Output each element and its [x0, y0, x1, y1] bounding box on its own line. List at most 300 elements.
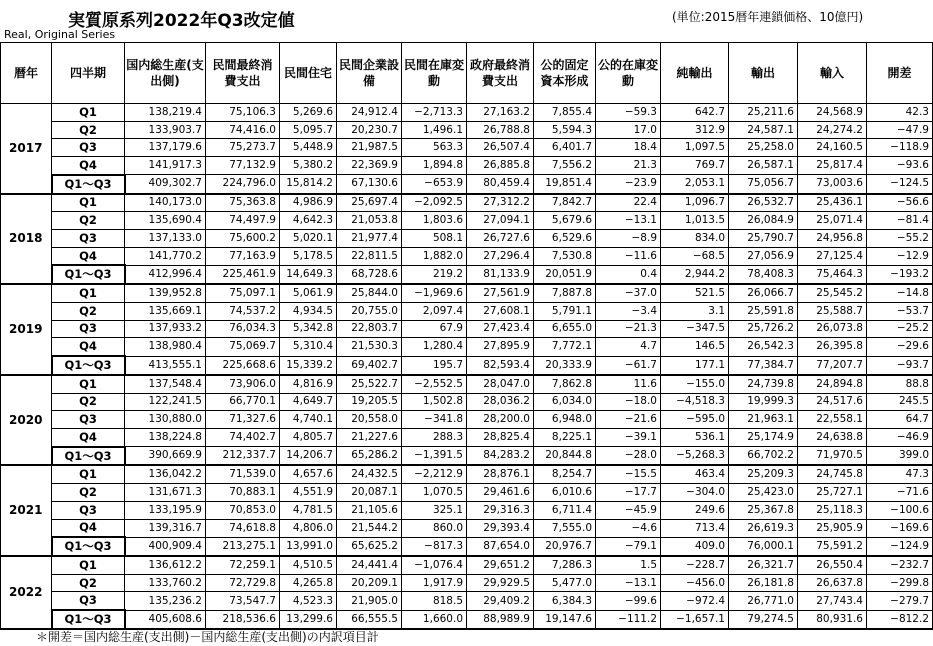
value-cell: 22,811.5	[337, 247, 402, 265]
value-cell: −5,268.3	[661, 447, 729, 466]
value-cell: 24,587.1	[729, 121, 798, 139]
value-cell: 4,265.8	[280, 574, 337, 592]
value-cell: 138,980.4	[125, 338, 206, 356]
value-cell: 245.5	[867, 393, 933, 411]
value-cell: 0.4	[596, 265, 661, 284]
value-cell: 1,502.8	[402, 393, 467, 411]
value-cell: 29,929.5	[467, 574, 534, 592]
value-cell: 27,296.4	[467, 247, 534, 265]
value-cell: 77,384.7	[729, 356, 798, 375]
table-row	[1, 302, 933, 320]
value-cell: 72,259.1	[206, 556, 280, 574]
value-cell: 74,537.2	[206, 302, 280, 320]
table-row	[1, 519, 933, 537]
value-cell: 47.3	[867, 465, 933, 483]
value-cell: −59.3	[596, 104, 661, 122]
value-cell: 26,619.3	[729, 519, 798, 537]
table-row	[1, 574, 933, 592]
value-cell: 4,510.5	[280, 556, 337, 574]
value-cell: 27,608.1	[467, 302, 534, 320]
value-cell: 64.7	[867, 411, 933, 429]
value-cell: 74,618.8	[206, 519, 280, 537]
quarter-cell: Q3	[52, 230, 125, 248]
value-cell: 75,464.3	[798, 265, 867, 284]
value-cell: 19,999.3	[729, 393, 798, 411]
value-cell: 27,125.4	[798, 247, 867, 265]
value-cell: 122,241.5	[125, 393, 206, 411]
value-cell: 79,274.5	[729, 610, 798, 629]
table-row	[1, 212, 933, 230]
value-cell: 146.5	[661, 338, 729, 356]
value-cell: 5,061.9	[280, 284, 337, 302]
value-cell: −341.8	[402, 411, 467, 429]
value-cell: 27,895.9	[467, 338, 534, 356]
value-cell: 18.4	[596, 139, 661, 157]
value-cell: 325.1	[402, 501, 467, 519]
value-cell: 26,395.8	[798, 338, 867, 356]
value-cell: 24,739.8	[729, 375, 798, 393]
value-cell: 24,517.6	[798, 393, 867, 411]
value-cell: 22,558.1	[798, 411, 867, 429]
table-row-total	[1, 610, 933, 629]
table-row	[1, 157, 933, 175]
value-cell: −169.6	[867, 519, 933, 537]
table-row-total	[1, 356, 933, 375]
value-cell: 25,588.7	[798, 302, 867, 320]
value-cell: −1,391.5	[402, 447, 467, 466]
value-cell: 249.6	[661, 501, 729, 519]
value-cell: 312.9	[661, 121, 729, 139]
value-cell: 20,558.0	[337, 411, 402, 429]
value-cell: −23.9	[596, 175, 661, 194]
value-cell: 133,903.7	[125, 121, 206, 139]
value-cell: −81.4	[867, 212, 933, 230]
value-cell: 22.4	[596, 194, 661, 212]
value-cell: 130,880.0	[125, 411, 206, 429]
value-cell: 73,003.6	[798, 175, 867, 194]
value-cell: 25,211.6	[729, 104, 798, 122]
quarter-cell: Q1	[52, 284, 125, 302]
value-cell: 13,299.6	[280, 610, 337, 629]
column-header: 民間最終消費支出	[206, 43, 280, 104]
column-header: 国内総生産(支出側)	[125, 43, 206, 104]
value-cell: 72,729.8	[206, 574, 280, 592]
value-cell: 26,532.7	[729, 194, 798, 212]
year-cell: 2022	[1, 556, 52, 629]
quarter-cell: Q2	[52, 484, 125, 502]
value-cell: 68,728.6	[337, 265, 402, 284]
value-cell: 28,047.0	[467, 375, 534, 393]
value-cell: 77,163.9	[206, 247, 280, 265]
value-cell: 5,178.5	[280, 247, 337, 265]
column-header: 純輸出	[661, 43, 729, 104]
value-cell: 20,976.7	[534, 537, 596, 556]
value-cell: 27,312.2	[467, 194, 534, 212]
value-cell: 135,690.4	[125, 212, 206, 230]
value-cell: 70,883.1	[206, 484, 280, 502]
value-cell: −304.0	[661, 484, 729, 502]
value-cell: 26,073.8	[798, 320, 867, 338]
value-cell: −68.5	[661, 247, 729, 265]
value-cell: 219.2	[402, 265, 467, 284]
table-row	[1, 247, 933, 265]
value-cell: 28,825.4	[467, 428, 534, 446]
value-cell: 26,507.4	[467, 139, 534, 157]
value-cell: 4,806.0	[280, 519, 337, 537]
value-cell: 409.0	[661, 537, 729, 556]
value-cell: −3.4	[596, 302, 661, 320]
value-cell: −79.1	[596, 537, 661, 556]
value-cell: −99.6	[596, 592, 661, 610]
quarter-cell: Q3	[52, 320, 125, 338]
value-cell: 4,934.5	[280, 302, 337, 320]
value-cell: 1,013.5	[661, 212, 729, 230]
table-row	[1, 230, 933, 248]
value-cell: 26,637.8	[798, 574, 867, 592]
table-body	[1, 104, 933, 629]
value-cell: 75,097.1	[206, 284, 280, 302]
value-cell: 6,711.4	[534, 501, 596, 519]
value-cell: 7,530.8	[534, 247, 596, 265]
value-cell: 25,905.9	[798, 519, 867, 537]
value-cell: 26,321.7	[729, 556, 798, 574]
value-cell: 17.0	[596, 121, 661, 139]
value-cell: 24,745.8	[798, 465, 867, 483]
quarter-cell: Q3	[52, 411, 125, 429]
value-cell: 20,755.0	[337, 302, 402, 320]
value-cell: −653.9	[402, 175, 467, 194]
value-cell: 29,651.2	[467, 556, 534, 574]
value-cell: −17.7	[596, 484, 661, 502]
value-cell: 19,205.5	[337, 393, 402, 411]
quarter-cell: Q1	[52, 194, 125, 212]
value-cell: 78,408.3	[729, 265, 798, 284]
quarter-cell: Q1	[52, 104, 125, 122]
value-cell: −2,552.5	[402, 375, 467, 393]
value-cell: 66,702.2	[729, 447, 798, 466]
value-cell: 21,977.4	[337, 230, 402, 248]
value-cell: 25,591.8	[729, 302, 798, 320]
value-cell: 5,342.8	[280, 320, 337, 338]
value-cell: −53.7	[867, 302, 933, 320]
value-cell: 4,649.7	[280, 393, 337, 411]
value-cell: 25,817.4	[798, 157, 867, 175]
column-header: 民間在庫変動	[402, 43, 467, 104]
value-cell: 15,814.2	[280, 175, 337, 194]
value-cell: 80,459.4	[467, 175, 534, 194]
table-row-total	[1, 447, 933, 466]
value-cell: 20,333.9	[534, 356, 596, 375]
value-cell: −279.7	[867, 592, 933, 610]
table-row	[1, 104, 933, 122]
value-cell: 19,147.6	[534, 610, 596, 629]
value-cell: 7,286.3	[534, 556, 596, 574]
value-cell: 139,952.8	[125, 284, 206, 302]
value-cell: 21,530.3	[337, 338, 402, 356]
value-cell: 225,668.6	[206, 356, 280, 375]
header-row	[1, 43, 933, 104]
value-cell: 390,669.9	[125, 447, 206, 466]
value-cell: 28,876.1	[467, 465, 534, 483]
value-cell: 67,130.6	[337, 175, 402, 194]
value-cell: 76,034.3	[206, 320, 280, 338]
quarter-cell: Q1～Q3	[52, 265, 125, 284]
value-cell: −56.6	[867, 194, 933, 212]
value-cell: 7,855.4	[534, 104, 596, 122]
value-cell: −93.6	[867, 157, 933, 175]
value-cell: 27,743.4	[798, 592, 867, 610]
quarter-cell: Q4	[52, 157, 125, 175]
year-cell: 2020	[1, 375, 52, 466]
value-cell: −25.2	[867, 320, 933, 338]
table-row	[1, 375, 933, 393]
value-cell: −8.9	[596, 230, 661, 248]
value-cell: −100.6	[867, 501, 933, 519]
value-cell: −2,212.9	[402, 465, 467, 483]
value-cell: 4,642.3	[280, 212, 337, 230]
year-cell: 2019	[1, 284, 52, 375]
value-cell: −12.9	[867, 247, 933, 265]
value-cell: −13.1	[596, 574, 661, 592]
value-cell: 75,273.7	[206, 139, 280, 157]
value-cell: 24,441.4	[337, 556, 402, 574]
value-cell: 6,948.0	[534, 411, 596, 429]
value-cell: 25,697.4	[337, 194, 402, 212]
value-cell: 66,770.1	[206, 393, 280, 411]
value-cell: 1,070.5	[402, 484, 467, 502]
value-cell: 77,207.7	[798, 356, 867, 375]
value-cell: 563.3	[402, 139, 467, 157]
value-cell: 21,905.0	[337, 592, 402, 610]
value-cell: 860.0	[402, 519, 467, 537]
value-cell: 25,436.1	[798, 194, 867, 212]
value-cell: 141,770.2	[125, 247, 206, 265]
value-cell: 135,236.2	[125, 592, 206, 610]
value-cell: 5,310.4	[280, 338, 337, 356]
value-cell: 26,066.7	[729, 284, 798, 302]
value-cell: 27,561.9	[467, 284, 534, 302]
value-cell: 536.1	[661, 428, 729, 446]
quarter-cell: Q1～Q3	[52, 447, 125, 466]
value-cell: 521.5	[661, 284, 729, 302]
value-cell: 218,536.6	[206, 610, 280, 629]
value-cell: 75,600.2	[206, 230, 280, 248]
quarter-cell: Q4	[52, 338, 125, 356]
value-cell: 24,568.9	[798, 104, 867, 122]
value-cell: −47.9	[867, 121, 933, 139]
value-cell: 2,097.4	[402, 302, 467, 320]
value-cell: −1,657.1	[661, 610, 729, 629]
quarter-cell: Q2	[52, 574, 125, 592]
value-cell: 20,087.1	[337, 484, 402, 502]
value-cell: 131,671.3	[125, 484, 206, 502]
value-cell: −4.6	[596, 519, 661, 537]
value-cell: 26,550.4	[798, 556, 867, 574]
value-cell: −347.5	[661, 320, 729, 338]
value-cell: 1.5	[596, 556, 661, 574]
value-cell: 26,727.6	[467, 230, 534, 248]
value-cell: −37.0	[596, 284, 661, 302]
value-cell: 4,816.9	[280, 375, 337, 393]
value-cell: 5,448.9	[280, 139, 337, 157]
value-cell: 140,173.0	[125, 194, 206, 212]
value-cell: −39.1	[596, 428, 661, 446]
value-cell: −456.0	[661, 574, 729, 592]
table-row-total	[1, 265, 933, 284]
value-cell: 74,402.7	[206, 428, 280, 446]
value-cell: 24,274.2	[798, 121, 867, 139]
value-cell: −46.9	[867, 428, 933, 446]
value-cell: 769.7	[661, 157, 729, 175]
column-header: 開差	[867, 43, 933, 104]
value-cell: 27,056.9	[729, 247, 798, 265]
quarter-cell: Q1	[52, 556, 125, 574]
value-cell: −4,518.3	[661, 393, 729, 411]
value-cell: 141,917.3	[125, 157, 206, 175]
value-cell: 7,887.8	[534, 284, 596, 302]
value-cell: 409,302.7	[125, 175, 206, 194]
value-cell: 7,772.1	[534, 338, 596, 356]
value-cell: −29.6	[867, 338, 933, 356]
quarter-cell: Q1～Q3	[52, 356, 125, 375]
value-cell: 5,380.2	[280, 157, 337, 175]
value-cell: 26,885.8	[467, 157, 534, 175]
column-header: 四半期	[52, 43, 125, 104]
value-cell: 5,020.1	[280, 230, 337, 248]
value-cell: 8,254.7	[534, 465, 596, 483]
column-header: 政府最終消費支出	[467, 43, 534, 104]
value-cell: 7,862.8	[534, 375, 596, 393]
value-cell: 25,727.1	[798, 484, 867, 502]
value-cell: 136,042.2	[125, 465, 206, 483]
value-cell: 25,367.8	[729, 501, 798, 519]
value-cell: 4,657.6	[280, 465, 337, 483]
value-cell: 405,608.6	[125, 610, 206, 629]
value-cell: 21,105.6	[337, 501, 402, 519]
value-cell: 24,160.5	[798, 139, 867, 157]
value-cell: 65,625.2	[337, 537, 402, 556]
table-row	[1, 484, 933, 502]
table-row	[1, 428, 933, 446]
value-cell: 26,181.8	[729, 574, 798, 592]
value-cell: 1,660.0	[402, 610, 467, 629]
column-header: 輸出	[729, 43, 798, 104]
quarter-cell: Q1～Q3	[52, 610, 125, 629]
quarter-cell: Q1	[52, 465, 125, 483]
value-cell: 412,996.4	[125, 265, 206, 284]
value-cell: 77,132.9	[206, 157, 280, 175]
value-cell: 6,655.0	[534, 320, 596, 338]
value-cell: 25,209.3	[729, 465, 798, 483]
value-cell: 25,790.7	[729, 230, 798, 248]
value-cell: 1,917.9	[402, 574, 467, 592]
value-cell: 21,987.5	[337, 139, 402, 157]
value-cell: 81,133.9	[467, 265, 534, 284]
quarter-cell: Q4	[52, 428, 125, 446]
value-cell: 20,209.1	[337, 574, 402, 592]
value-cell: 133,760.2	[125, 574, 206, 592]
value-cell: 5,594.3	[534, 121, 596, 139]
value-cell: 8,225.1	[534, 428, 596, 446]
value-cell: 29,316.3	[467, 501, 534, 519]
column-header: 輸入	[798, 43, 867, 104]
value-cell: 88.8	[867, 375, 933, 393]
value-cell: 25,423.0	[729, 484, 798, 502]
value-cell: 25,844.0	[337, 284, 402, 302]
table-row	[1, 284, 933, 302]
value-cell: 27,094.1	[467, 212, 534, 230]
value-cell: 13,991.0	[280, 537, 337, 556]
value-cell: 27,163.2	[467, 104, 534, 122]
value-cell: 67.9	[402, 320, 467, 338]
value-cell: 4,551.9	[280, 484, 337, 502]
value-cell: 2,944.2	[661, 265, 729, 284]
value-cell: 138,224.8	[125, 428, 206, 446]
value-cell: 21,544.2	[337, 519, 402, 537]
value-cell: 4,986.9	[280, 194, 337, 212]
value-cell: 1,803.6	[402, 212, 467, 230]
value-cell: 24,912.4	[337, 104, 402, 122]
value-cell: 213,275.1	[206, 537, 280, 556]
value-cell: −118.9	[867, 139, 933, 157]
value-cell: 73,547.7	[206, 592, 280, 610]
value-cell: 6,401.7	[534, 139, 596, 157]
table-row	[1, 465, 933, 483]
value-cell: 24,638.8	[798, 428, 867, 446]
value-cell: 28,036.2	[467, 393, 534, 411]
value-cell: 4,781.5	[280, 501, 337, 519]
value-cell: 22,369.9	[337, 157, 402, 175]
value-cell: 26,587.1	[729, 157, 798, 175]
value-cell: 14,206.7	[280, 447, 337, 466]
value-cell: −55.2	[867, 230, 933, 248]
quarter-cell: Q3	[52, 139, 125, 157]
value-cell: 4.7	[596, 338, 661, 356]
value-cell: 399.0	[867, 447, 933, 466]
value-cell: 20,230.7	[337, 121, 402, 139]
value-cell: 24,432.5	[337, 465, 402, 483]
value-cell: 75,069.7	[206, 338, 280, 356]
value-cell: 212,337.7	[206, 447, 280, 466]
year-cell: 2017	[1, 104, 52, 194]
value-cell: 66,555.5	[337, 610, 402, 629]
value-cell: 28,200.0	[467, 411, 534, 429]
value-cell: −21.6	[596, 411, 661, 429]
value-cell: 21,053.8	[337, 212, 402, 230]
subtitle: Real, Original Series	[4, 28, 116, 41]
value-cell: 400,909.4	[125, 537, 206, 556]
value-cell: 75,591.2	[798, 537, 867, 556]
value-cell: −15.5	[596, 465, 661, 483]
value-cell: 6,529.6	[534, 230, 596, 248]
value-cell: 4,805.7	[280, 428, 337, 446]
value-cell: 65,286.2	[337, 447, 402, 466]
value-cell: 1,280.4	[402, 338, 467, 356]
column-header: 公的在庫変動	[596, 43, 661, 104]
value-cell: 5,477.0	[534, 574, 596, 592]
value-cell: 224,796.0	[206, 175, 280, 194]
value-cell: 29,461.6	[467, 484, 534, 502]
value-cell: 21,227.6	[337, 428, 402, 446]
value-cell: 1,882.0	[402, 247, 467, 265]
value-cell: 75,106.3	[206, 104, 280, 122]
value-cell: −2,092.5	[402, 194, 467, 212]
value-cell: 75,363.8	[206, 194, 280, 212]
value-cell: 25,545.2	[798, 284, 867, 302]
value-cell: −14.8	[867, 284, 933, 302]
value-cell: 26,542.3	[729, 338, 798, 356]
value-cell: −124.9	[867, 537, 933, 556]
